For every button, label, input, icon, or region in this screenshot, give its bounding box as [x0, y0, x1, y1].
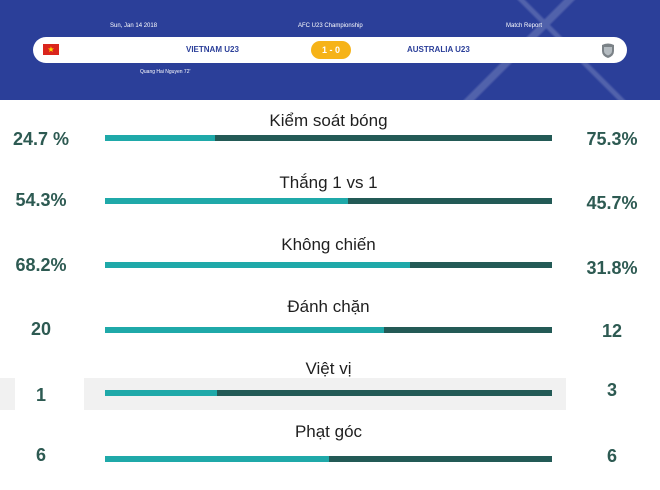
stat-title-duels: Thắng 1 vs 1: [279, 173, 378, 192]
stat-bar-home-fill: [105, 135, 215, 141]
stat-bar-home-fill: [105, 262, 410, 268]
stat-title-offsides: Việt vị: [305, 359, 352, 378]
stat-away-value: 3: [606, 380, 617, 400]
stat-away-value: 31.8%: [586, 258, 638, 278]
stat-bar: [105, 327, 552, 333]
stat-bar-home-fill: [105, 327, 384, 333]
stat-home-value: 6: [35, 445, 46, 465]
stat-away-value: 45.7%: [586, 193, 638, 213]
australia-crest-icon: [600, 42, 616, 58]
stat-home-value: 1: [35, 385, 46, 405]
stat-away-value: 75.3%: [586, 129, 638, 149]
stat-title-aerial: Không chiến: [281, 235, 376, 254]
stat-bar: [105, 262, 552, 268]
stat-home-value: 24.7 %: [12, 129, 70, 149]
home-team-name: VIETNAM U23: [186, 45, 239, 54]
stat-away-value: 6: [606, 446, 617, 466]
stat-bar: [105, 198, 552, 204]
competition-name: AFC U23 Championship: [298, 23, 363, 29]
stat-title-corners: Phạt góc: [294, 422, 363, 441]
stat-bar: [105, 390, 552, 396]
stat-home-value: 54.3%: [15, 190, 67, 210]
scoreboard: [33, 37, 627, 63]
stat-home-value: 68.2%: [15, 255, 67, 275]
stat-title-interceptions: Đánh chặn: [287, 297, 370, 316]
match-header: [0, 0, 660, 100]
stat-bar: [105, 456, 552, 462]
stat-bar-home-fill: [105, 390, 217, 396]
stat-home-value: 20: [30, 319, 52, 339]
stat-bar-home-fill: [105, 198, 348, 204]
stat-bar-home-fill: [105, 456, 329, 462]
stat-title-possession: Kiểm soát bóng: [269, 111, 388, 130]
stat-away-value: 12: [601, 321, 623, 341]
stat-bar: [105, 135, 552, 141]
vietnam-flag-icon: ★: [43, 44, 59, 55]
match-report-link[interactable]: Match Report: [506, 23, 543, 29]
goal-scorer: Quang Hai Nguyen 72': [140, 69, 191, 75]
score-badge: 1 - 0: [311, 41, 351, 59]
away-team-name: AUSTRALIA U23: [407, 45, 470, 54]
match-date: Sun, Jan 14 2018: [110, 23, 158, 29]
